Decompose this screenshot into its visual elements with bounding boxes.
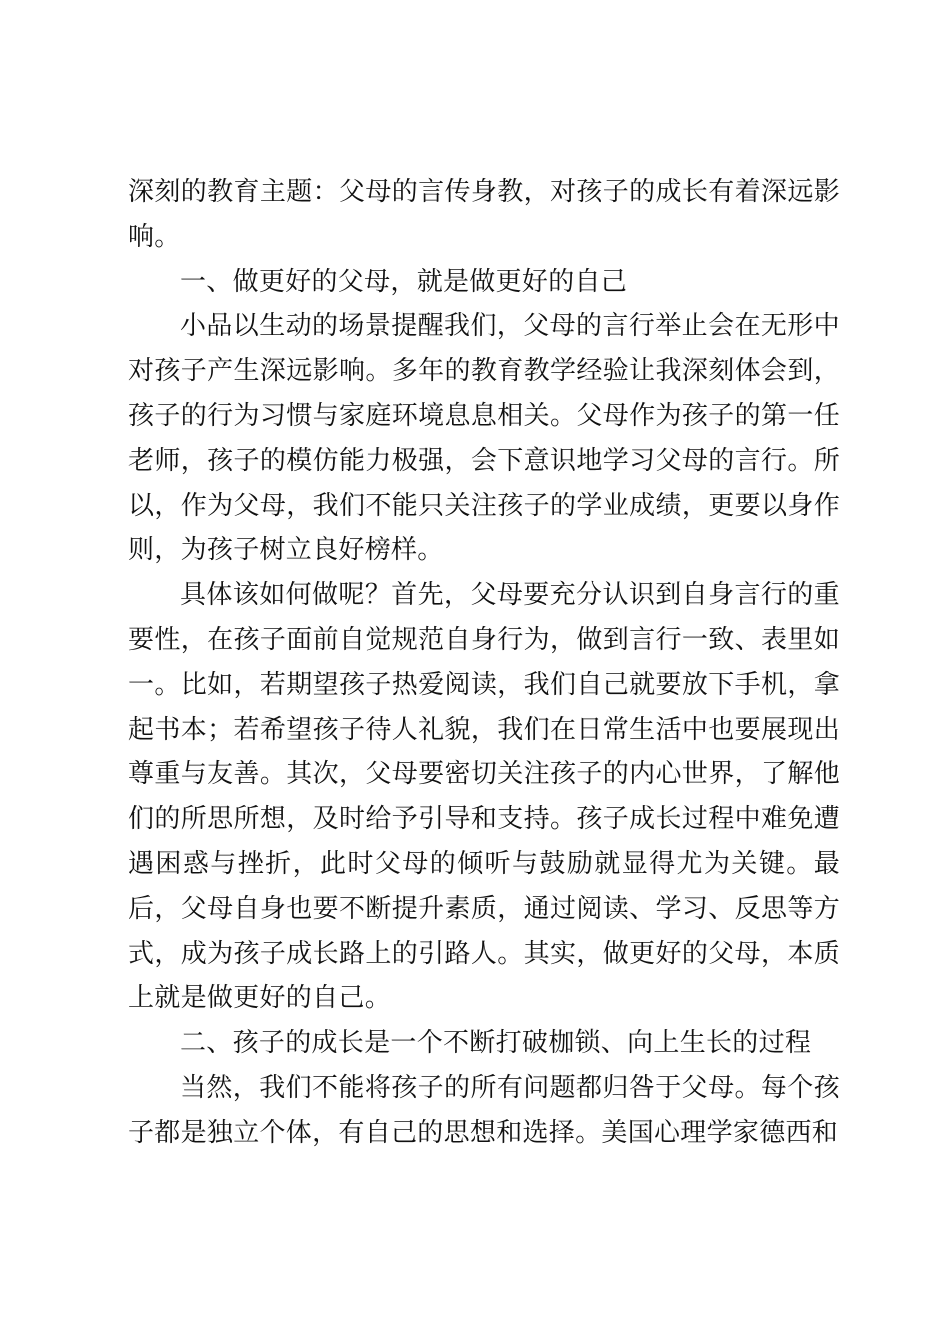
document-page: [128, 170, 840, 1156]
paragraph-body: 具体该如何做呢？首先，父母要充分认识到自身言行的重要性，在孩子面前自觉规范自身行为，做到言行一致、表里如一。比如，若期望孩子热爱阅读，我们自己就要放下手机，拿起书本；若希望孩子待人礼貌，我们在日常生活中也要展现出尊重与友善。其次，父母要密切关注孩子的内心世界，了解他们的所思所想，及时给予引导和支持。孩子成长过程中难免遭遇困惑与挫折，此时父母的倾听与鼓励就显得尤为关键。最后，父母自身也要不断提升素质，通过阅读、学习、反思等方式，成为孩子成长路上的引路人。其实，做更好的父母，本质上就是做更好的自己。: [128, 580, 840, 1014]
paragraph-body: 小品以生动的场景提醒我们，父母的言行举止会在无形中对孩子产生深远影响。多年的教育教学经验让我深刻体会到，孩子的行为习惯与家庭环境息息相关。父母作为孩子的第一任老师，孩子的模仿能力极强，会下意识地学习父母的言行。所以，作为父母，我们不能只关注孩子的学业成绩，更要以身作则，为孩子树立良好榜样。: [128, 311, 840, 566]
section-heading-1: 一、做更好的父母，就是做更好的自己: [180, 266, 628, 297]
section-heading-2: 二、孩子的成长是一个不断打破枷锁、向上生长的过程: [180, 1028, 812, 1059]
paragraph-continuation: 深刻的教育主题：父母的言传身教，对孩子的成长有着深远影响。: [128, 177, 840, 252]
paragraph-body: 当然，我们不能将孩子的所有问题都归咎于父母。每个孩子都是独立个体，有自己的思想和选择。美国心理学家德西和: [128, 1072, 840, 1148]
